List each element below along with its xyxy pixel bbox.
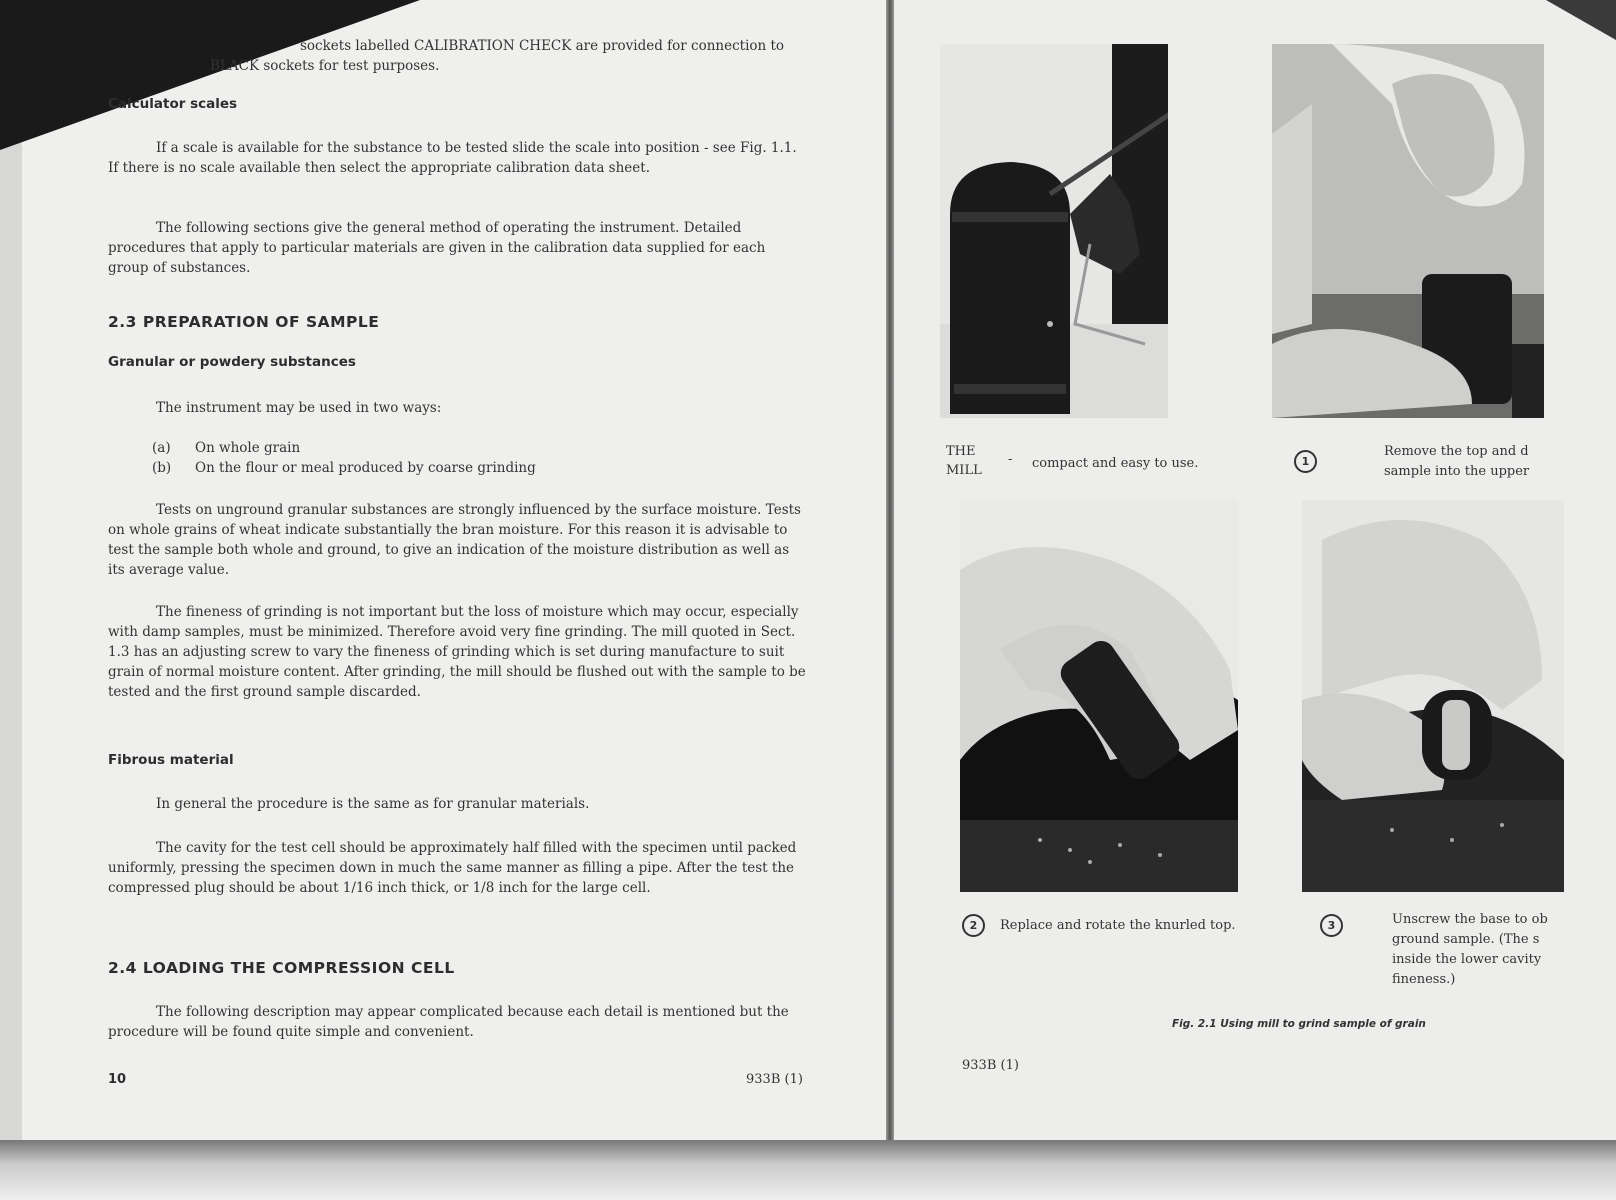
step3-caption-line3: inside the lower cavity [1392,952,1542,967]
step1-caption-line2: sample into the upper [1384,464,1530,479]
step2-photo [960,500,1238,892]
calc-scales-paragraph: If a scale is available for the substance to be tested slide the scale into position - see Fig. 1.1. If there is no scale available then select the appropriate calibration data sheet. [108,140,797,176]
step1-number-badge: 1 [1294,450,1317,473]
sections-paragraph: The following sections give the general method of operating the instrument. Detailed procedures that apply to particular materials are given in the calibration data supplied for each group of substances. [108,220,766,276]
step1-illustration [1272,44,1544,418]
step2-illustration [960,500,1238,892]
granular-heading: Granular or powdery substances [108,354,356,370]
step3-caption-line2: ground sample. (The s [1392,932,1540,947]
book-gutter [886,0,894,1150]
ways-line: The instrument may be used in two ways: [156,400,442,416]
step1-photo [1272,44,1544,418]
figure-caption: Fig. 2.1 Using mill to grind sample of grain [1172,1018,1426,1030]
list-item-label: (a) [152,440,171,456]
doc-code-right: 933B (1) [962,1058,1019,1073]
cavity-paragraph: The cavity for the test cell should be approximately half filled with the specimen until packed uniformly, pressing the specimen down in much the same manner as filling a pipe. After the test the compressed plug should be about 1/16 inch thick, or 1/8 inch for the large cell. [108,840,797,896]
step2-number-badge: 2 [962,914,985,937]
step3-photo [1302,500,1564,892]
step3-illustration [1302,500,1564,892]
calculator-scales-heading: Calculator scales [108,96,238,112]
list-item-label: (b) [152,460,172,476]
mill-photo [940,44,1168,418]
fibrous-line: In general the procedure is the same as for granular materials. [156,796,590,812]
mill-caption-title-1: THE [946,444,976,459]
fibrous-heading: Fibrous material [108,752,234,768]
page-number: 10 [108,1072,127,1087]
following-paragraph: The following description may appear complicated because each detail is mentioned but the procedure will be found quite simple and convenient. [108,1004,789,1040]
intro-line-1: sockets labelled CALIBRATION CHECK are provided for connection to [300,38,785,54]
mill-illustration [940,44,1168,418]
doc-code-left: 933B (1) [746,1072,803,1087]
mill-caption-dash: - [1008,452,1013,467]
section-2-4-heading: 2.4 LOADING THE COMPRESSION CELL [108,959,455,977]
list-item-text: On the flour or meal produced by coarse grinding [195,460,536,476]
step2-caption: Replace and rotate the knurled top. [1000,918,1236,933]
step3-caption-line4: fineness.) [1392,972,1456,987]
section-2-3-heading: 2.3 PREPARATION OF SAMPLE [108,313,380,331]
page-bottom-edge [0,1140,1616,1200]
mill-caption-text: compact and easy to use. [1032,456,1199,471]
intro-line-2: BLACK sockets for test purposes. [210,58,440,74]
mill-caption-title-2: MILL [946,463,982,478]
corner-shadow-right [1546,0,1616,40]
step1-caption-line1: Remove the top and d [1384,444,1529,459]
step3-caption-line1: Unscrew the base to ob [1392,912,1548,927]
list-item-text: On whole grain [195,440,301,456]
step3-number-badge: 3 [1320,914,1343,937]
tests-paragraph: Tests on unground granular substances are strongly influenced by the surface moisture. Tests on whole grains of wheat indicate substantially the bran moisture. For this reason it is advisable to test the sample both whole and ground, to give an indication of the moisture distribution as well as its average value. [108,502,801,578]
fineness-paragraph: The fineness of grinding is not important but the loss of moisture which may occur, especially with damp samples, must be minimized. Therefore avoid very fine grinding. The mill quoted in Sect. 1.3 has an adjusting screw to vary the fineness of grinding which is set during manufacture to suit grain of normal moisture content. After grinding, the mill should be flushed out with the sample to be tested and the first ground sample discarded. [108,604,806,700]
